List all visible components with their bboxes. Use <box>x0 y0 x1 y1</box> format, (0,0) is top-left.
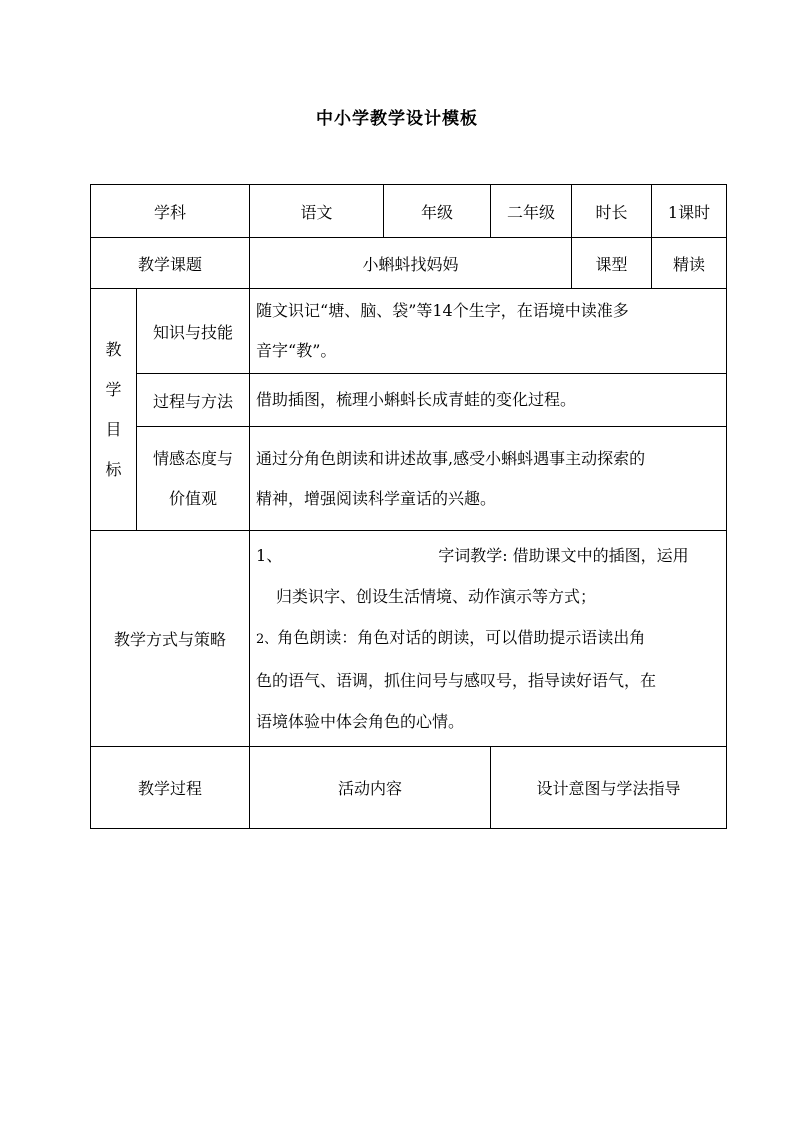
topic-value: 小蝌蚪找妈妈 <box>250 238 572 289</box>
item-text: 色的语气、语调，抓住问号与感叹号，指导读好语气，在 <box>256 671 657 690</box>
knowledge-line: 随文识记“塘、脑、袋”等14个生字，在语境中读准多 <box>256 301 629 320</box>
page-title: 中小学教学设计模板 <box>316 109 478 129</box>
grade-value: 二年级 <box>491 185 572 238</box>
type-value: 精读 <box>652 238 727 289</box>
topic-row <box>91 238 727 289</box>
process-label: 过程与方法 <box>137 374 250 427</box>
item-number: 1、 <box>256 546 283 565</box>
objective-process-row <box>91 374 727 427</box>
objective-knowledge-row <box>91 289 727 374</box>
subject-label: 学科 <box>91 185 250 238</box>
item-text: 字词教学: 借助课文中的插图，运用 <box>438 546 689 565</box>
strategy-item-2 <box>256 617 720 660</box>
objectives-label <box>91 289 137 531</box>
emotion-label-line: 价值观 <box>169 488 218 508</box>
lesson-plan-table <box>90 184 727 829</box>
strategy-item-1 <box>256 535 720 576</box>
item-text: 语境体验中体会角色的心情。 <box>256 712 465 731</box>
objectives-char: 标 <box>105 459 122 479</box>
process-row-label: 教学过程 <box>91 747 250 829</box>
item-text: 角色朗读：角色对话的朗读，可以借助提示语读出角 <box>277 628 646 647</box>
strategy-text <box>250 531 727 747</box>
emotion-label-line: 情感态度与 <box>153 448 234 468</box>
strategy-row <box>91 531 727 747</box>
duration-value: 1课时 <box>652 185 727 238</box>
knowledge-label: 知识与技能 <box>137 289 250 374</box>
emotion-line: 精神，增强阅读科学童话的兴趣。 <box>256 488 497 508</box>
objectives-char: 学 <box>105 379 122 399</box>
objective-emotion-row <box>91 427 727 531</box>
emotion-text <box>250 427 727 531</box>
duration-label: 时长 <box>572 185 652 238</box>
strategy-label: 教学方式与策略 <box>91 531 250 747</box>
process-row <box>91 747 727 829</box>
knowledge-text <box>250 289 727 374</box>
grade-label: 年级 <box>384 185 491 238</box>
intent-header: 设计意图与学法指导 <box>491 747 727 829</box>
subject-value: 语文 <box>250 185 384 238</box>
item-text: 归类识字、创设生活情境、动作演示等方式； <box>276 587 597 606</box>
type-label: 课型 <box>572 238 652 289</box>
item-number: 2、 <box>256 632 278 647</box>
subject-row <box>91 185 727 238</box>
objectives-char: 教 <box>105 339 122 359</box>
emotion-label <box>137 427 250 531</box>
topic-label: 教学课题 <box>91 238 250 289</box>
activity-header: 活动内容 <box>250 747 491 829</box>
objectives-char: 目 <box>105 419 122 439</box>
emotion-line: 通过分角色朗读和讲述故事,感受小蝌蚪遇事主动探索的 <box>256 448 646 468</box>
process-text: 借助插图，梳理小蝌蚪长成青蛙的变化过程。 <box>250 374 727 427</box>
knowledge-line: 音字“教”。 <box>256 341 337 360</box>
